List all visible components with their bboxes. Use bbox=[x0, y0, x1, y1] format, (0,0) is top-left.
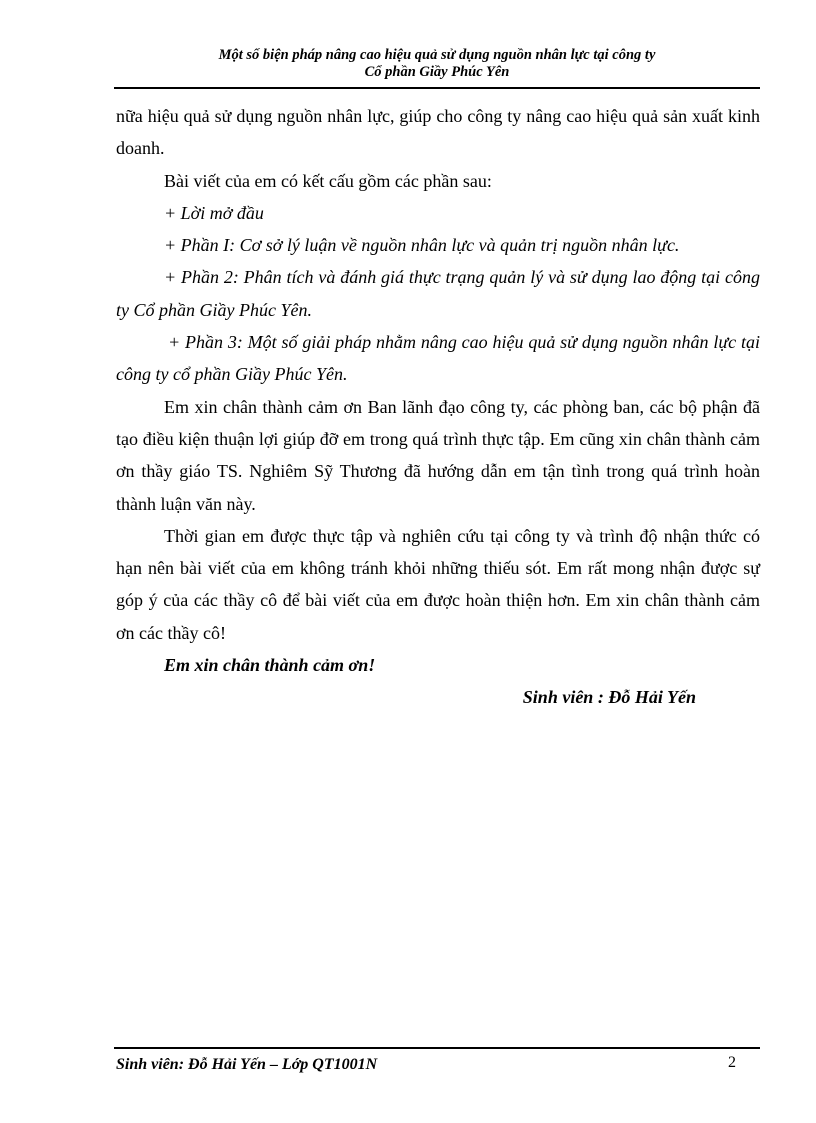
page-header bbox=[114, 47, 760, 81]
header-title-line-2: Cổ phần Giầy Phúc Yên bbox=[364, 64, 510, 80]
header-title-line-1: Một số biện pháp nâng cao hiệu quả sử dụng nguồn nhân lực tại công ty bbox=[218, 47, 656, 63]
list-item-part-2: + Phần 2: Phân tích và đánh giá thực trạng quản lý và sử dụng lao động tại công ty Cổ phần Giầy Phúc Yên. bbox=[116, 267, 760, 320]
document-body bbox=[116, 100, 760, 714]
header-divider bbox=[114, 87, 760, 89]
page-number: 2 bbox=[728, 1054, 736, 1071]
paragraph-limitations: Thời gian em được thực tập và nghiên cứu tại công ty và trình độ nhận thức có hạn nên bài viết của em không tránh khỏi những thiếu sót. Em rất mong nhận được sự góp ý của các thầy cô để bài viết của em được hoàn thiện hơn. Em xin chân thành cảm ơn các thầy cô! bbox=[116, 525, 760, 643]
footer-divider bbox=[114, 1047, 760, 1049]
footer-author: Sinh viên: Đỗ Hải Yến – Lớp QT1001N bbox=[116, 1056, 378, 1073]
paragraph-continuation: nữa hiệu quả sử dụng nguồn nhân lực, giúp cho công ty nâng cao hiệu quả sản xuất kinh doanh. bbox=[116, 106, 760, 159]
author-signature: Sinh viên : Đỗ Hải Yến bbox=[522, 687, 696, 708]
closing-thanks: Em xin chân thành cảm ơn! bbox=[164, 655, 376, 676]
list-item-part-3: + Phần 3: Một số giải pháp nhằm nâng cao hiệu quả sử dụng nguồn nhân lực tại công ty cổ phần Giầy Phúc Yên. bbox=[116, 332, 760, 385]
paragraph-structure-intro: Bài viết của em có kết cấu gồm các phần sau: bbox=[164, 170, 492, 191]
list-item-part-1: + Phần I: Cơ sở lý luận về nguồn nhân lực và quản trị nguồn nhân lực. bbox=[164, 235, 680, 256]
paragraph-acknowledgement: Em xin chân thành cảm ơn Ban lãnh đạo công ty, các phòng ban, các bộ phận đã tạo điều kiện thuận lợi giúp đỡ em trong quá trình thực tập. Em cũng xin chân thành cảm ơn thầy giáo TS. Nghiêm Sỹ Thương đã hướng dẫn em tận tình trong quá trình hoàn thành luận văn này. bbox=[116, 396, 760, 514]
list-item-introduction: + Lời mở đầu bbox=[164, 202, 264, 223]
